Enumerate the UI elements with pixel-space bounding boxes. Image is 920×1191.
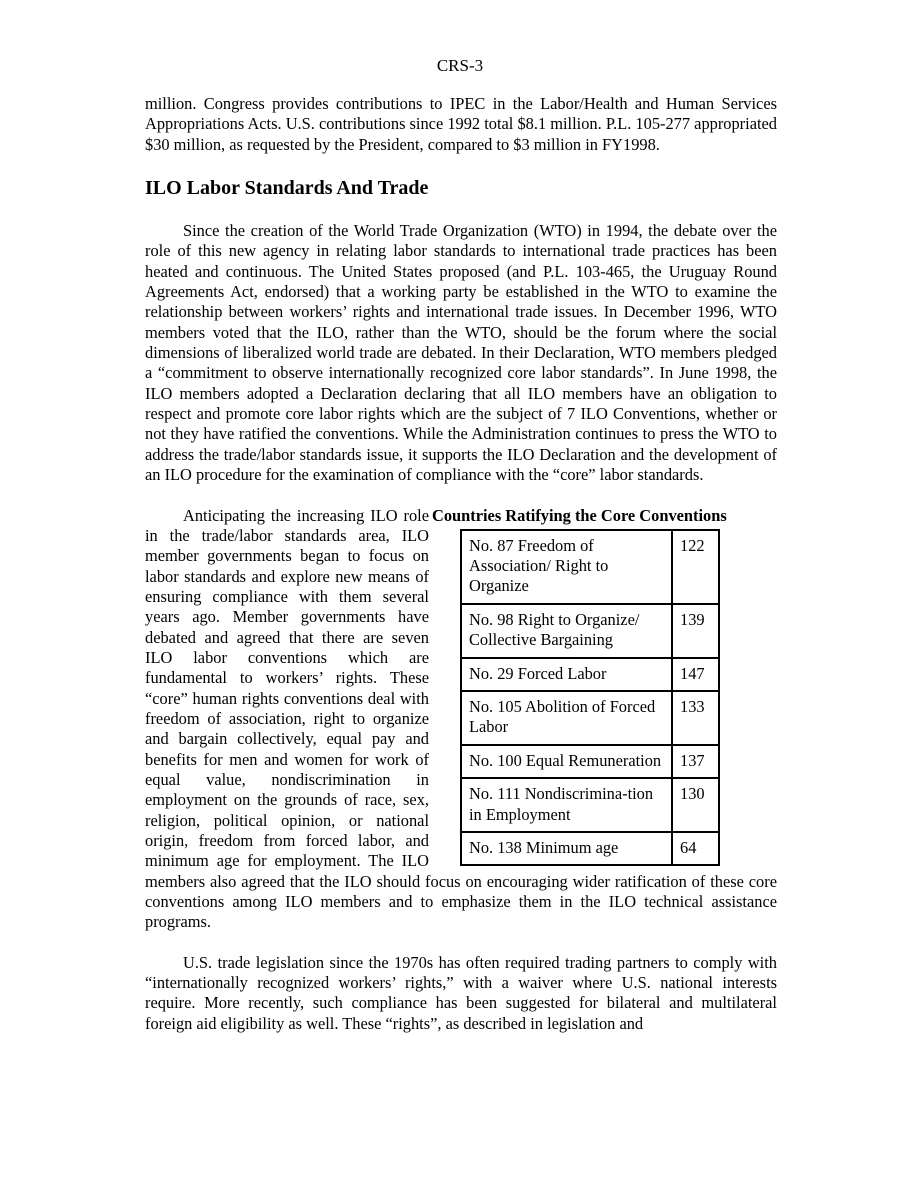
convention-cell: No. 87 Freedom of Association/ Right to Organize [461, 530, 672, 604]
convention-cell: No. 105 Abolition of Forced Labor [461, 691, 672, 745]
ratification-table [460, 529, 720, 867]
ratification-table-box [432, 505, 777, 867]
paragraph-core-conventions: Anticipating the increasing ILO role in the trade/labor standards area, ILO member governments began to focus on labor standards and explore new means of ensuring compliance with them several years ago. Member governments have debated and agreed that there are seven ILO labor conventions which are fundamental to workers’ rights. These “core” human rights conventions deal with freedom of association, right to organize and bargain collectively, equal pay and benefits for men and women for work of equal value, nondiscrimination in employment on the grounds of race, sex, religion, political opinion, or national origin, freedom from forced labor, and minimum age for employment. The ILO members also agreed that the ILO should focus on encouraging wider ratification of these core conventions among ILO members and to emphasize them in the ILO technical assistance programs. [145, 505, 777, 932]
table-row [461, 778, 719, 832]
table-row [461, 832, 719, 865]
convention-cell: No. 100 Equal Remuneration [461, 745, 672, 778]
ratification-count-cell: 122 [672, 530, 719, 604]
table-title: Countries Ratifying the Core Conventions [432, 505, 727, 525]
table-row [461, 691, 719, 745]
table-row [461, 530, 719, 604]
section-heading: ILO Labor Standards And Trade [145, 177, 429, 200]
table-row [461, 604, 719, 658]
document-body [145, 94, 777, 1034]
paragraph-ipec-funding: million. Congress provides contributions to IPEC in the Labor/Health and Human Services Appropriations Acts. U.S. contributions since 1992 total $8.1 million. P.L. 105-277 appropriated $30 million, as requested by the President, compared to $3 million in FY1998. [145, 94, 777, 154]
ratification-count-cell: 64 [672, 832, 719, 865]
paragraph-us-trade-legislation: U.S. trade legislation since the 1970s has often required trading partners to comply with “internationally recognized workers’ rights,” with a waiver where U.S. national interests require. More recently, such compliance has been suggested for bilateral and multilateral foreign aid eligibility as well. These “rights”, as described in legislation and [145, 952, 777, 1033]
ratification-count-cell: 130 [672, 778, 719, 832]
table-row [461, 745, 719, 778]
convention-cell: No. 29 Forced Labor [461, 658, 672, 691]
convention-cell: No. 138 Minimum age [461, 832, 672, 865]
ratification-count-cell: 139 [672, 604, 719, 658]
table-row [461, 658, 719, 691]
ratification-count-cell: 133 [672, 691, 719, 745]
paragraph-wto-debate: Since the creation of the World Trade Organization (WTO) in 1994, the debate over the role of this new agency in relating labor standards to international trade practices has been heated and continuous. The United States proposed (and P.L. 103-465, the Uruguay Round Agreements Act, endorsed) that a working party be established in the WTO to examine the relationship between workers’ rights and international trade issues. In December 1996, WTO members voted that the ILO, rather than the WTO, should be the forum where the social dimensions of liberalized world trade are debated. In their Declaration, WTO members pledged a “commitment to observe internationally recognized core labor standards”. In June 1998, the ILO members adopted a Declaration declaring that all ILO members have an obligation to respect and promote core labor rights which are the subject of 7 ILO Conventions, whether or not they have ratified the conventions. While the Administration continues to press the WTO to address the trade/labor standards issue, it supports the ILO Declaration and the development of an ILO procedure for the examination of compliance with the “core” labor standards. [145, 221, 777, 485]
ratification-count-cell: 137 [672, 745, 719, 778]
ratification-count-cell: 147 [672, 658, 719, 691]
page-number: CRS-3 [436, 56, 484, 75]
convention-cell: No. 111 Nondiscrimina-tion in Employment [461, 778, 672, 832]
convention-cell: No. 98 Right to Organize/ Collective Bargaining [461, 604, 672, 658]
